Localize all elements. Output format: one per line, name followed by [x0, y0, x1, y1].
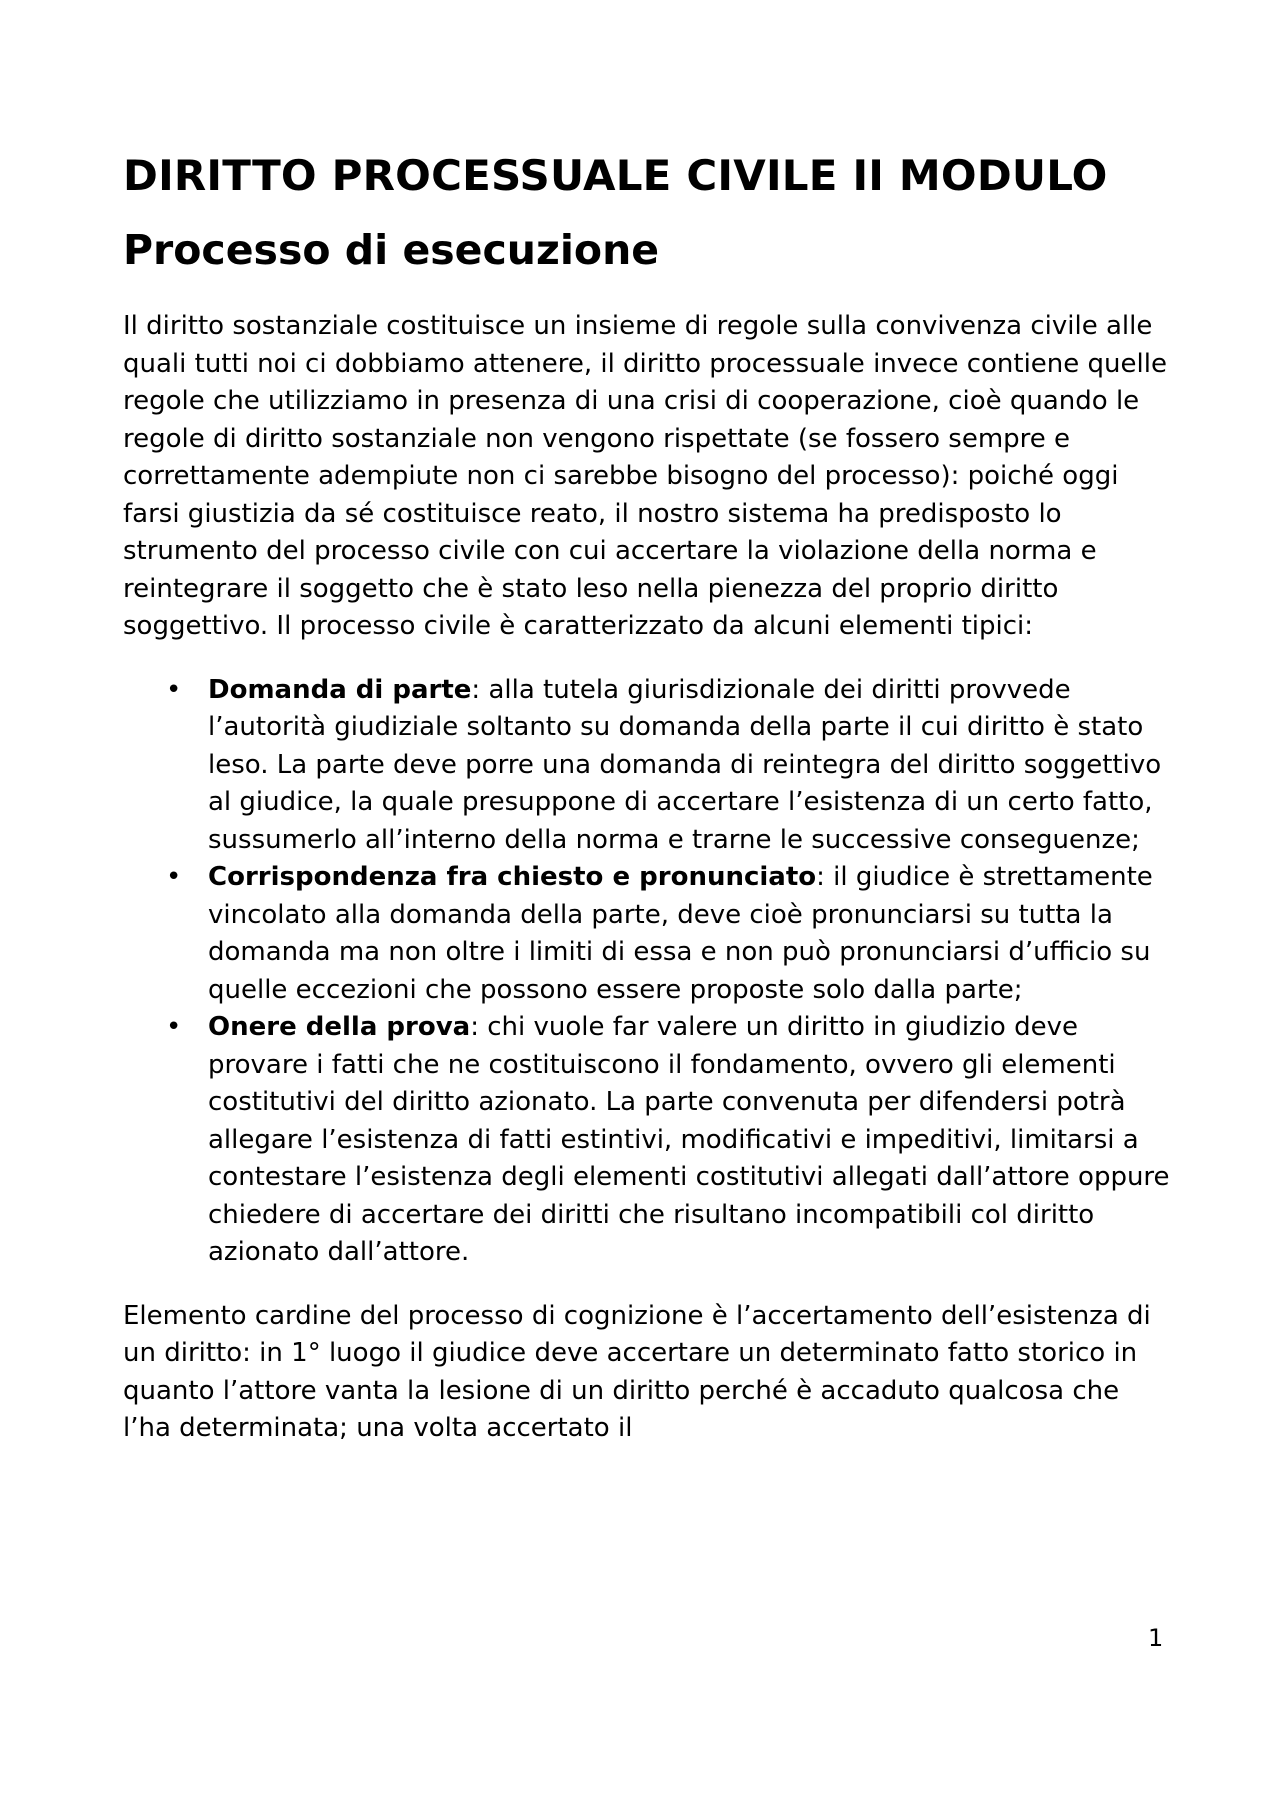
intro-paragraph: Il diritto sostanziale costituisce un insieme di regole sulla convivenza civile alle quali tutti noi ci dobbiamo attenere, il diritto processuale invece contiene quelle regole che utilizziamo in presenza di una crisi di cooperazione, cioè quando le regole di diritto sostanziale non vengono rispettate (se fossero sempre e correttamente adempiute non ci sarebbe bisogno del processo): poiché oggi farsi giustizia da sé costituisce reato, il nostro sistema ha predisposto lo strumento del processo civile con cui accertare la violazione della norma e reintegrare il soggetto che è stato leso nella pienezza del proprio diritto soggettivo. Il processo civile è caratterizzato da alcuni elementi tipici:: [123, 311, 1167, 641]
list-item: [123, 1009, 1173, 1272]
list-item-text: : chi vuole far valere un diritto in giudizio deve provare i fatti che ne costituiscono il fondamento, ovvero gli elementi costitutivi del diritto azionato. La parte convenuta per difendersi potrà allegare l’esistenza di fatti estintivi, modificativi e impeditivi, limitarsi a contestare l’esistenza degli elementi costitutivi allegati dall’attore oppure chiedere di accertare dei diritti che risultano incompatibili col diritto azionato dall’attore.: [208, 1012, 1170, 1267]
elements-list: [123, 672, 1173, 1272]
bullet-dot-icon: •: [166, 862, 182, 892]
closing-paragraph: Elemento cardine del processo di cognizione è l’accertamento dell’esistenza di un diritto: in 1° luogo il giudice deve accertare un determinato fatto storico in quanto l’attore vanta la lesione di un diritto perché è accaduto qualcosa che l’ha determinata; una volta accertato il: [123, 1300, 1151, 1443]
list-item-text: : alla tutela giurisdizionale dei diritti provvede l’autorità giudiziale soltanto su domanda della parte il cui diritto è stato leso. La parte deve porre una domanda di reintegra del diritto soggettivo al giudice, la quale presuppone di accertare l’esistenza di un certo fatto, sussumerlo all’interno della norma e trarne le successive conseguenze;: [208, 674, 1162, 855]
list-item-text: : il giudice è strettamente vincolato alla domanda della parte, deve cioè pronunciarsi su tutta la domanda ma non oltre i limiti di essa e non può pronunciarsi d’ufficio su quelle eccezioni che possono essere proposte solo dalla parte;: [208, 862, 1153, 1005]
section-title: Processo di esecuzione: [123, 226, 660, 274]
list-item-term: Corrispondenza fra chiesto e pronunciato: [208, 862, 817, 892]
page-number: 1: [1148, 1624, 1164, 1652]
document-title: DIRITTO PROCESSUALE CIVILE II MODULO: [123, 151, 1108, 200]
page-content: [123, 150, 1173, 1448]
list-item-term: Domanda di parte: [208, 674, 472, 705]
bullet-dot-icon: •: [166, 674, 182, 705]
bullet-dot-icon: •: [166, 1012, 182, 1042]
list-item: [123, 859, 1173, 1009]
list-item-term: Onere della prova: [208, 1012, 471, 1042]
list-item: [123, 672, 1173, 860]
